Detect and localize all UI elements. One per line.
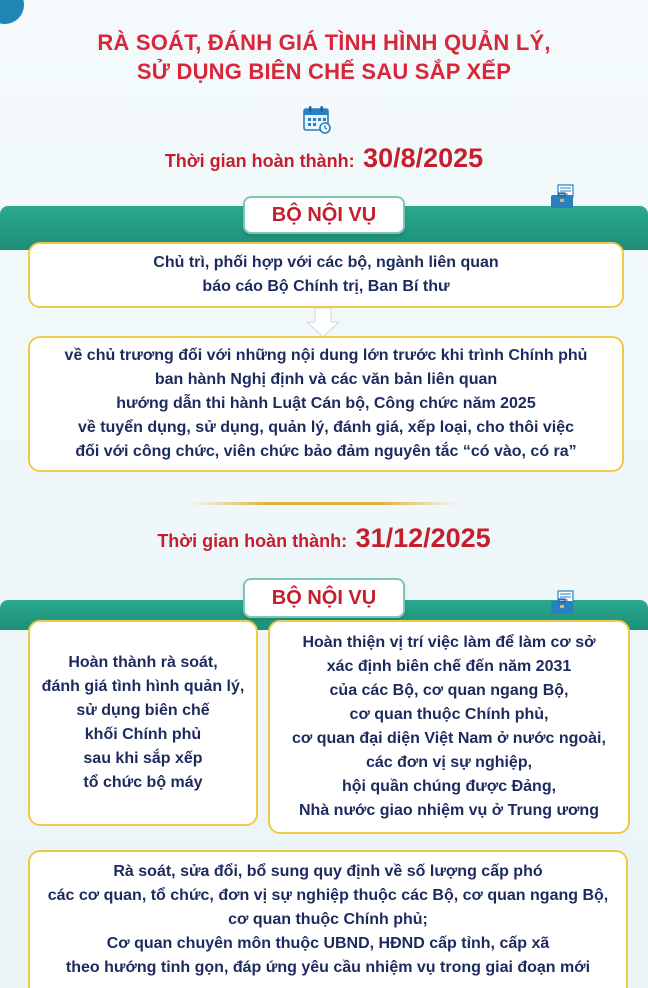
task-box-2-line: về tuyển dụng, sử dụng, quản lý, đánh giá, xếp loại, cho thôi việc xyxy=(77,419,575,436)
task-box-right-line: hội quần chúng được Đảng, xyxy=(341,778,557,795)
corner-decoration xyxy=(0,0,24,24)
task-box-2 xyxy=(28,336,624,472)
task-box-1 xyxy=(28,242,624,308)
task-box-left-line: tổ chức bộ máy xyxy=(83,774,203,791)
task-box-2-line: hướng dẫn thi hành Luật Cán bộ, Công chức năm 2025 xyxy=(116,395,536,412)
task-box-right-line: xác định biên chế đến năm 2031 xyxy=(326,658,572,675)
calendar-icon xyxy=(301,103,333,135)
task-box-right-line: Nhà nước giao nhiệm vụ ở Trung ương xyxy=(299,802,599,819)
title-line-1: RÀ SOÁT, ĐÁNH GIÁ TÌNH HÌNH QUẢN LÝ, xyxy=(97,30,551,55)
task-box-right-line: các đơn vị sự nghiệp, xyxy=(365,754,533,771)
task-box-right-line: cơ quan đại diện Việt Nam ở nước ngoài, xyxy=(292,730,606,747)
task-box-left-line: Hoàn thành rà soát, xyxy=(68,654,218,671)
deadline-2-label: Thời gian hoàn thành: xyxy=(157,531,348,551)
task-box-bottom xyxy=(28,850,628,988)
section-divider xyxy=(190,502,458,505)
task-box-1-line: Chủ trì, phối hợp với các bộ, ngành liên quan xyxy=(153,254,499,271)
task-box-left-line: khối Chính phủ xyxy=(84,726,202,743)
task-box-left-line: đánh giá tình hình quản lý, xyxy=(41,678,245,695)
deadline-1-label: Thời gian hoàn thành: xyxy=(164,151,355,171)
task-box-right xyxy=(268,620,630,834)
down-arrow-icon xyxy=(305,308,341,338)
task-box-bottom-line: Cơ quan chuyên môn thuộc UBND, HĐND cấp tỉnh, cấp xã xyxy=(106,935,550,952)
deadline-2-date: 31/12/2025 xyxy=(355,523,491,553)
task-box-left-line: sử dụng biên chế xyxy=(76,702,210,719)
task-box-1-line: báo cáo Bộ Chính trị, Ban Bí thư xyxy=(202,278,450,295)
deadline-2 xyxy=(0,523,648,554)
deadline-1-date: 30/8/2025 xyxy=(363,143,484,173)
task-box-right-line: cơ quan thuộc Chính phủ, xyxy=(349,706,549,723)
task-box-right-line: Hoàn thiện vị trí việc làm để làm cơ sở xyxy=(302,634,596,651)
task-box-right-line: của các Bộ, cơ quan ngang Bộ, xyxy=(329,682,569,699)
task-box-bottom-line: cơ quan thuộc Chính phủ; xyxy=(228,911,428,928)
ministry-label-1: BỘ NỘI VỤ xyxy=(243,196,405,234)
task-box-2-line: ban hành Nghị định và các văn bản liên quan xyxy=(154,371,498,388)
task-box-left-line: sau khi sắp xếp xyxy=(83,750,203,767)
title-line-2: SỬ DỤNG BIÊN CHẾ SAU SẮP XẾP xyxy=(136,59,512,84)
task-box-left xyxy=(28,620,258,826)
briefcase-document-icon xyxy=(549,184,579,210)
task-box-bottom-line: theo hướng tinh gọn, đáp ứng yêu cầu nhiệm vụ trong giai đoạn mới xyxy=(65,959,591,976)
task-box-2-line: về chủ trương đối với những nội dung lớn trước khi trình Chính phủ xyxy=(64,347,588,364)
task-box-bottom-line: Rà soát, sửa đổi, bổ sung quy định về số lượng cấp phó xyxy=(113,863,543,880)
deadline-1 xyxy=(0,143,648,174)
page-title xyxy=(0,28,648,86)
task-box-2-line: đối với công chức, viên chức bảo đảm nguyên tắc “có vào, có ra” xyxy=(75,443,577,460)
briefcase-document-icon xyxy=(549,590,579,616)
task-box-bottom-line: các cơ quan, tổ chức, đơn vị sự nghiệp thuộc các Bộ, cơ quan ngang Bộ, xyxy=(47,887,609,904)
ministry-label-2: BỘ NỘI VỤ xyxy=(243,578,405,618)
